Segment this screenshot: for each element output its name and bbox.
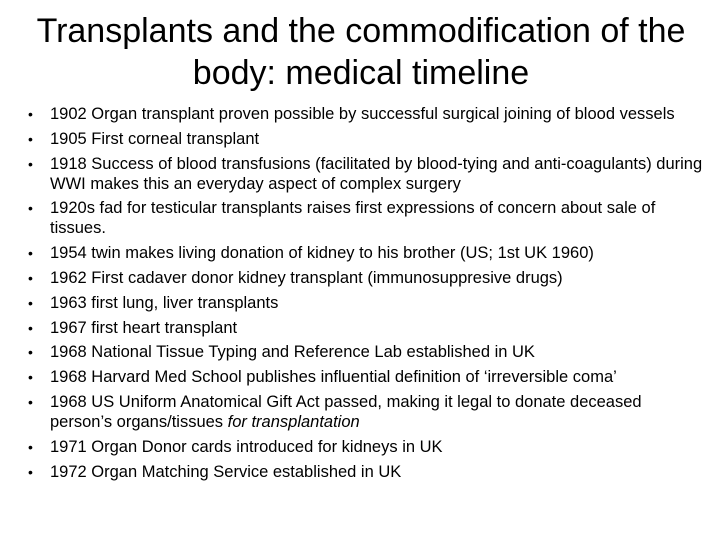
bullet-icon: • — [28, 200, 33, 217]
list-item-text: 1968 National Tissue Typing and Reference Lab established in UK — [50, 343, 535, 362]
list-item-text-main: 1968 US Uniform Anatomical Gift Act passed, making it legal to donate deceased person’s organs/tissues — [50, 392, 642, 431]
list-item — [28, 437, 708, 457]
slide-title: Transplants and the commodification of the body: medical timeline — [36, 12, 686, 92]
list-item — [28, 318, 708, 338]
bullet-icon: • — [28, 269, 33, 286]
bullet-icon: • — [28, 369, 33, 386]
list-item-text: 1968 Harvard Med School publishes influential definition of ‘irreversible coma’ — [50, 368, 617, 387]
list-item-text: 1963 first lung, liver transplants — [50, 293, 279, 312]
list-item-text: 1972 Organ Matching Service established in UK — [50, 462, 402, 481]
list-item — [28, 198, 708, 238]
bullet-icon: • — [28, 106, 33, 122]
list-item-text: 1954 twin makes living donation of kidney to his brother (US; 1st UK 1960) — [50, 244, 594, 263]
bullet-icon: • — [28, 319, 33, 336]
list-item — [28, 392, 708, 432]
list-item — [28, 243, 708, 263]
bullet-icon: • — [28, 344, 33, 361]
list-item — [28, 293, 708, 313]
bullet-icon: • — [28, 245, 33, 262]
list-item — [28, 342, 708, 362]
bullet-icon: • — [28, 463, 33, 480]
bullet-icon: • — [28, 130, 33, 147]
list-item-text — [50, 393, 642, 431]
list-item-text: 1902 Organ transplant proven possible by successful surgical joining of blood vessels — [50, 105, 675, 123]
bullet-icon: • — [28, 438, 33, 455]
list-item-text: 1918 Success of blood transfusions (facilitated by blood-tying and anti-coagulants) during WWI makes this an everyday aspect of complex surgery — [50, 154, 703, 193]
bullet-icon: • — [28, 294, 33, 311]
list-item — [28, 129, 708, 149]
list-item — [28, 367, 708, 387]
timeline-list — [28, 104, 708, 486]
list-item — [28, 104, 708, 124]
list-item — [28, 268, 708, 288]
bullet-icon: • — [28, 155, 33, 172]
list-item — [28, 154, 708, 194]
list-item — [28, 462, 708, 482]
bullet-icon: • — [28, 393, 33, 410]
list-item-text: 1967 first heart transplant — [50, 318, 238, 337]
list-item-text: 1920s fad for testicular transplants raises first expressions of concern about sale of tissues. — [50, 199, 656, 238]
list-item-text: 1971 Organ Donor cards introduced for kidneys in UK — [50, 437, 443, 456]
list-item-text: 1905 First corneal transplant — [50, 129, 260, 148]
list-item-emphasis: for transplantation — [227, 412, 360, 431]
list-item-text: 1962 First cadaver donor kidney transplant (immunosuppresive drugs) — [50, 268, 563, 287]
